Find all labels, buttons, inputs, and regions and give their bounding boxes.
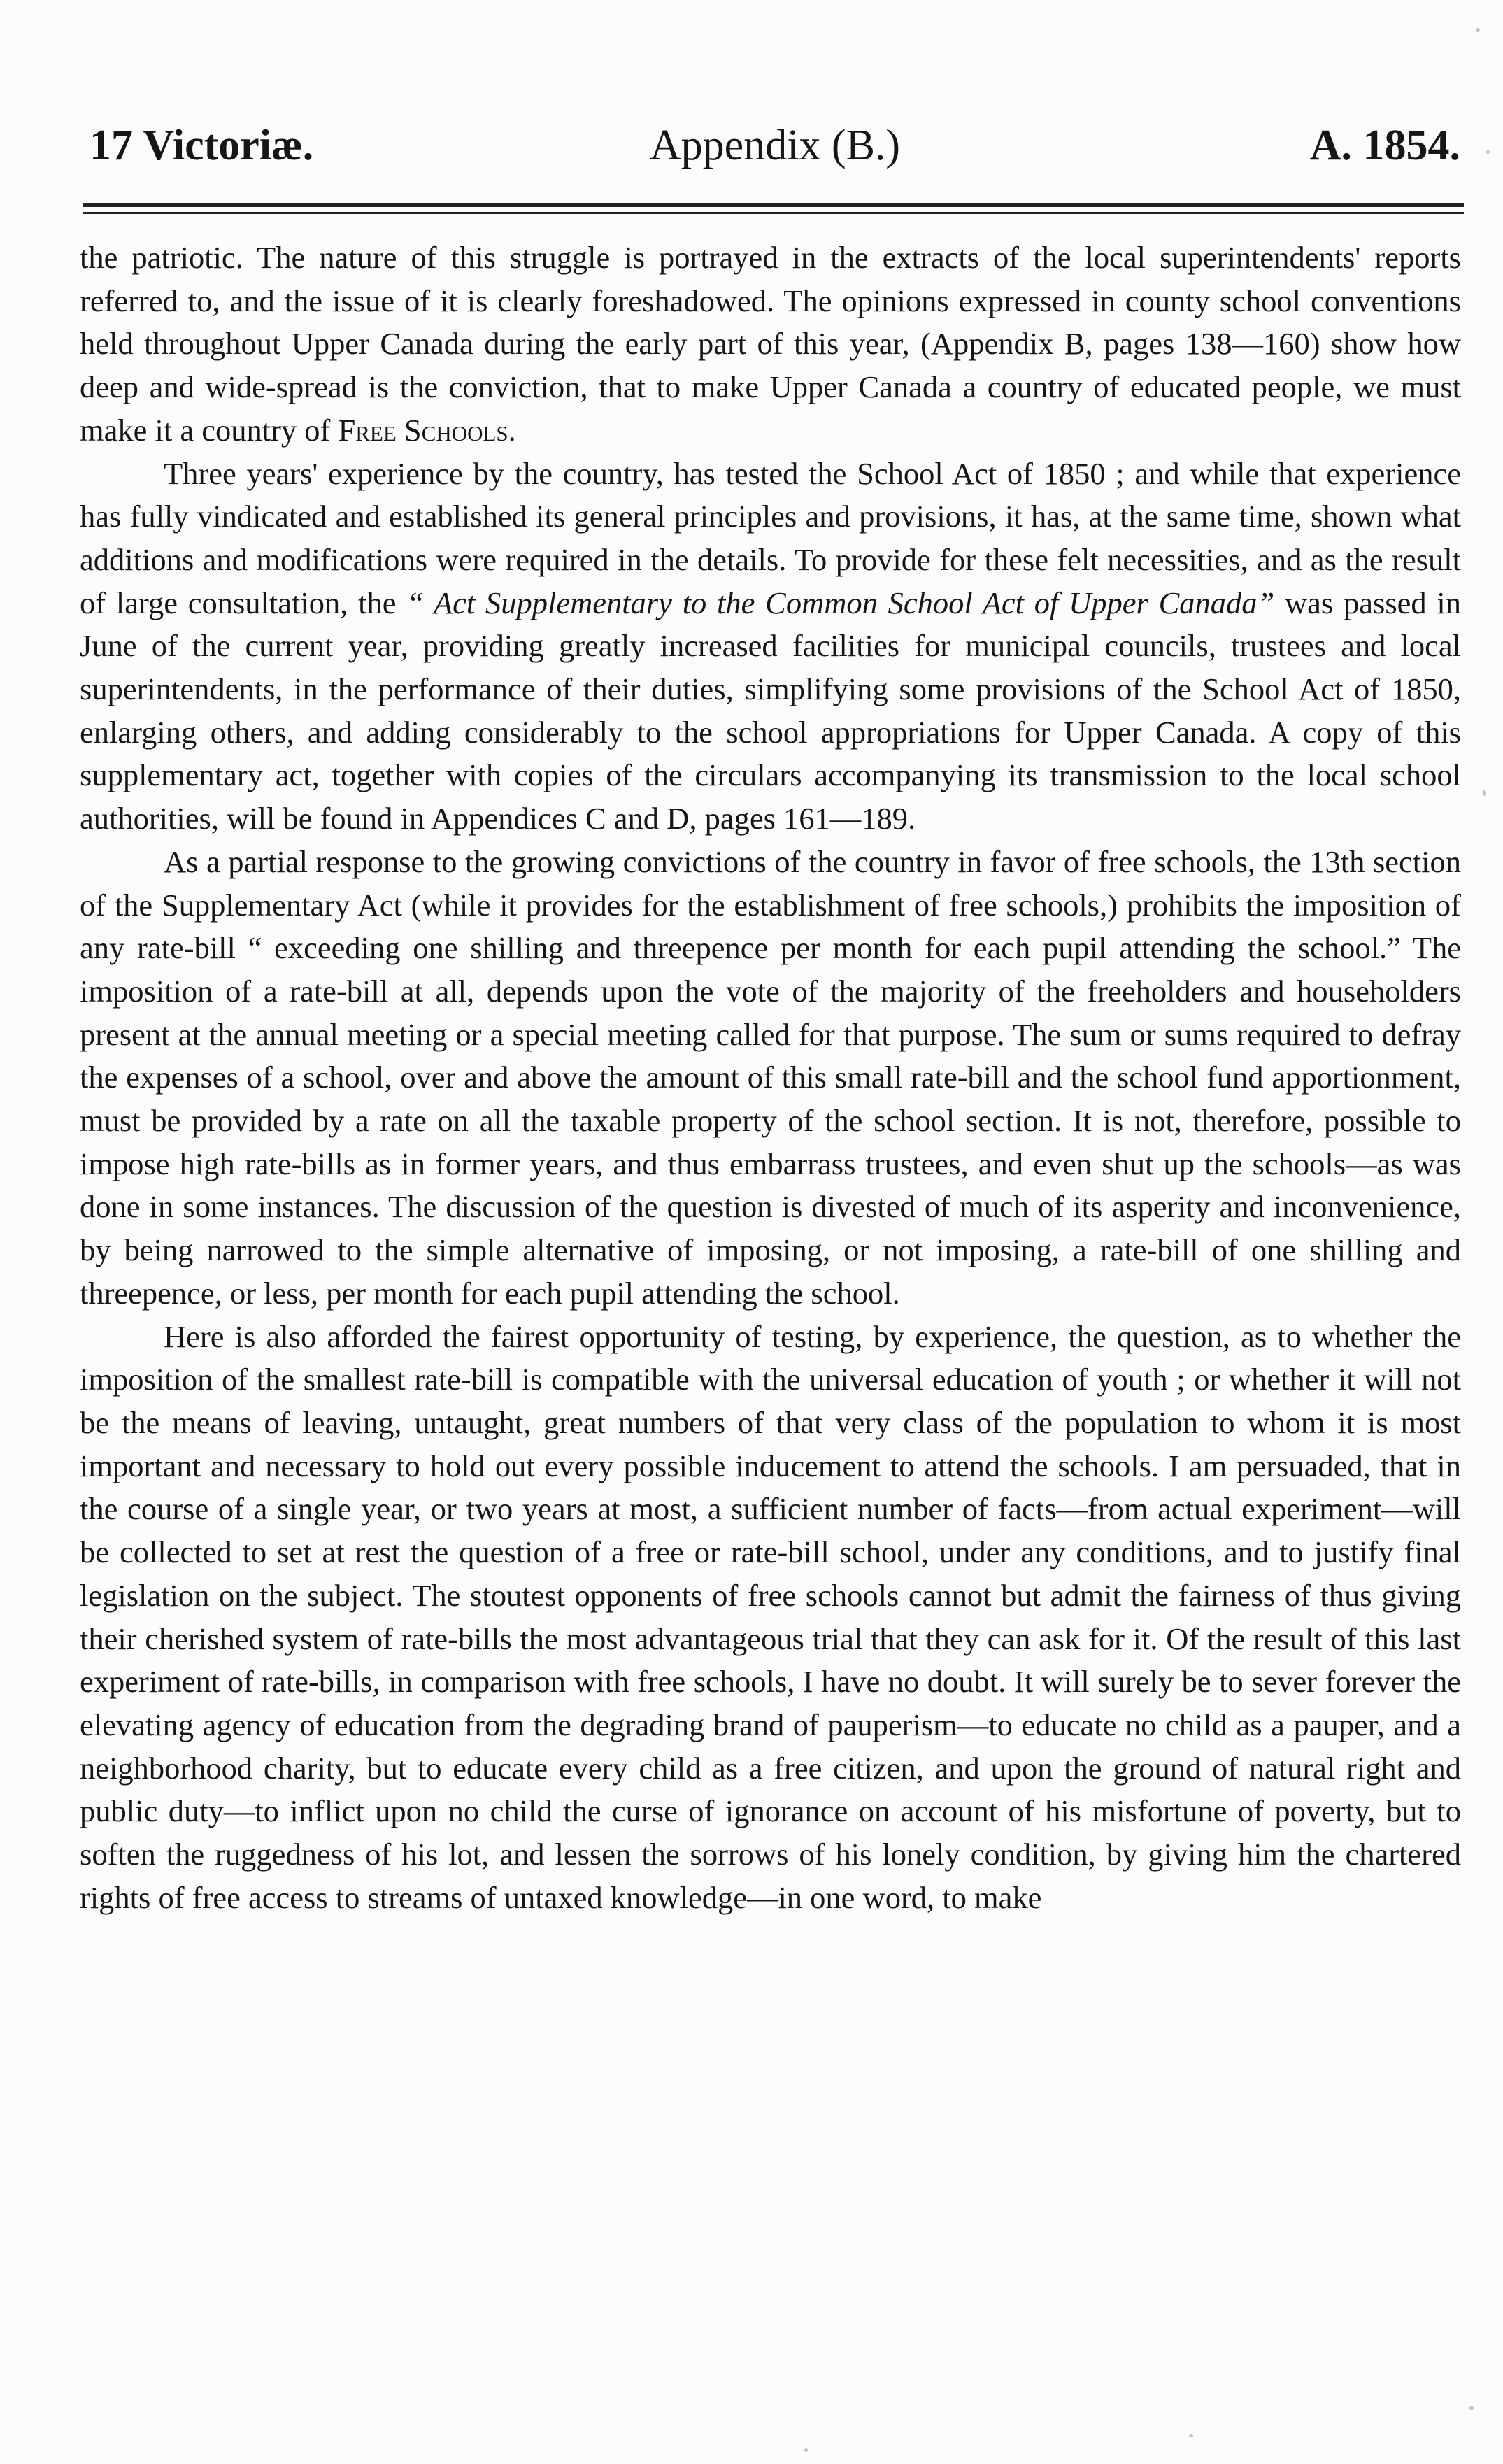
header-rule-thick	[83, 203, 1464, 207]
paragraph-2-before: Three years' experience by the country, has tested the School Act of 1850 ; and while that experience has fully vindicated and established its general principles and provisions, it has, at the same time, shown what additions and modifications were required in the details. To provide for these felt necessities, and as the result of large consultation, the	[80, 455, 1461, 620]
paragraph-2	[80, 453, 1461, 841]
paragraph-1-text: the patriotic. The nature of this struggle is portrayed in the extracts of the local superintendents' reports referred to, and the issue of it is clearly foreshadowed. The opinions expressed in county school conventions held throughout Upper Canada during the early part of this year, (Appendix B, pages 138—160) show how deep and wide-spread is the conviction, that to make Upper Canada a country of educated people, we must make it a country of	[80, 240, 1461, 448]
scan-speck	[1189, 2434, 1193, 2437]
paragraph-3: As a partial response to the growing convictions of the country in favor of free schools, the 13th section of the Supplementary Act (while it provides for the establishment of free schools,) prohibits the imposition of any rate-bill “ exceeding one shilling and threepence per month for each pupil attending the school.” The imposition of a rate-bill at all, depends upon the vote of the majority of the freeholders and householders present at the annual meeting or a special meeting called for that purpose. The sum or sums required to defray the expenses of a school, over and above the amount of this small rate-bill and the school fund apportionment, must be provided by a rate on all the taxable property of the school section. It is not, therefore, possible to impose high rate-bills as in former years, and thus embarrass trustees, and even shut up the schools—as was done in some instances. The discussion of the question is divested of much of its asperity and inconvenience, by being narrowed to the simple alternative of imposing, or not imposing, a rate-bill of one shilling and threepence, or less, per month for each pupil attending the school.	[80, 843, 1461, 1311]
paragraph-2-after: was passed in June of the current year, providing greatly increased facilities for municipal councils, trustees and local superintendents, in the performance of their duties, simplifying some provisions of the School Act of 1850, enlarging others, and adding considerably to the school appropriations for Upper Canada. A copy of this supplementary act, together with copies of the circulars accompanying its transmission to the local school authorities, will be found in Appendices C and D, pages 161—189.	[80, 585, 1462, 836]
free-schools-emphasis: Free Schools	[338, 412, 508, 448]
paragraph-1	[80, 236, 1461, 453]
header-year: A. 1854.	[1309, 122, 1460, 169]
header-appendix-label: Appendix (B.)	[649, 122, 901, 169]
act-title: “ Act Supplementary to the Common School Act of Upper Canada”	[406, 585, 1275, 620]
scan-speck	[1476, 28, 1480, 32]
scan-speck	[1469, 2406, 1474, 2410]
paragraph-1-tail: .	[508, 412, 516, 448]
scan-speck	[1483, 790, 1486, 796]
scan-speck	[1486, 150, 1490, 154]
header-regnal-year: 17 Victoriæ.	[90, 122, 314, 169]
running-header	[90, 117, 1460, 173]
header-rule-thin	[83, 212, 1464, 214]
body-text	[80, 236, 1461, 1919]
scan-speck	[804, 2448, 808, 2452]
paragraph-4: Here is also afforded the fairest opportunity of testing, by experience, the question, as to whether the imposition of the smallest rate-bill is compatible with the universal education of youth ; or whether it will not be the means of leaving, untaught, great numbers of that very class of the population to whom it is most important and necessary to hold out every possible inducement to attend the schools. I am persuaded, that in the course of a single year, or two years at most, a sufficient number of facts—from actual experiment—will be collected to set at rest the question of a free or rate-bill school, under any conditions, and to justify final legislation on the subject. The stoutest opponents of free schools cannot but admit the fairness of thus giving their cherished system of rate-bills the most advantageous trial that they can ask for it. Of the result of this last experiment of rate-bills, in comparison with free schools, I have no doubt. It will surely be to sever forever the elevating agency of education from the degrading brand of pauperism—to educate no child as a pauper, and a neighborhood charity, but to educate every child as a free citizen, and upon the ground of natural right and public duty—to inflict upon no child the curse of ignorance on account of his misfortune of poverty, but to soften the ruggedness of his lot, and lessen the sorrows of his lonely condition, by giving him the chartered rights of free access to streams of untaxed knowledge—in one word, to make	[80, 1318, 1461, 1915]
